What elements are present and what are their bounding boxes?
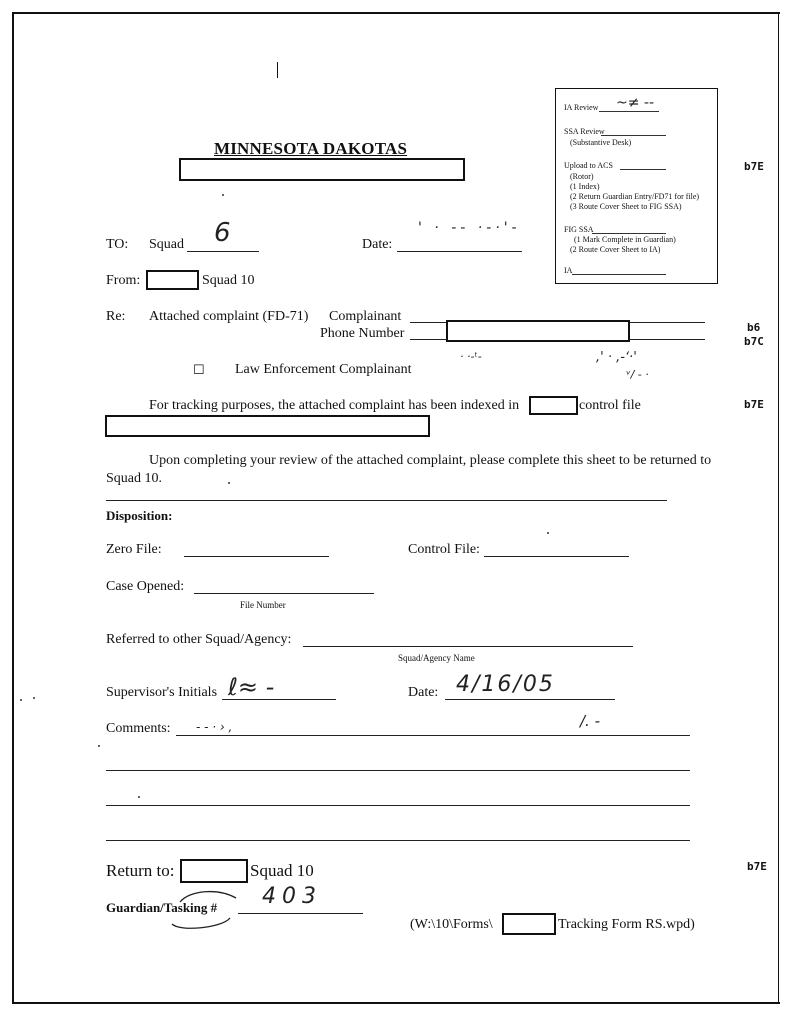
footer-path-prefix: (W:\10\Forms\ xyxy=(410,917,493,932)
date2-label: Date: xyxy=(408,685,439,700)
from-squad: Squad 10 xyxy=(202,273,255,288)
supervisor-signature: ℓ≈ ‑ xyxy=(228,673,275,701)
step-1: (1 Index) xyxy=(570,182,600,191)
zero-file-line[interactable] xyxy=(184,556,329,557)
speck xyxy=(222,194,224,196)
stray-marks: /. ‑ xyxy=(580,712,601,730)
upload-acs-label: Upload to ACS xyxy=(564,161,613,170)
fig-step-1: (1 Mark Complete in Guardian) xyxy=(574,235,676,244)
complainant-label: Complainant xyxy=(329,309,402,324)
footer-path-suffix: Tracking Form RS.wpd) xyxy=(558,917,695,932)
step-2: (2 Return Guardian Entry/FD71 for file) xyxy=(570,192,700,201)
exemption-code: b6 xyxy=(747,321,761,334)
page-border-bottom xyxy=(12,1002,780,1004)
return-squad: Squad 10 xyxy=(250,861,314,880)
review-box xyxy=(555,88,718,284)
fig-step-2: (2 Route Cover Sheet to IA) xyxy=(570,245,661,254)
guardian-tasking-number: 403 xyxy=(262,884,322,909)
ssa-review-label: SSA Review xyxy=(564,127,605,136)
control-file-line[interactable] xyxy=(484,556,629,557)
squad-agency-caption: Squad/Agency Name xyxy=(398,653,475,663)
to-label: TO: xyxy=(106,237,129,252)
page-border-left xyxy=(12,12,14,1002)
redaction-box xyxy=(146,270,199,290)
ssa-review-line xyxy=(601,135,666,136)
redaction-box xyxy=(180,859,248,883)
control-file-text: control file xyxy=(579,398,641,413)
redaction-box xyxy=(529,396,578,415)
redaction-box xyxy=(446,320,630,342)
squad-line xyxy=(187,251,259,252)
upload-acs-line xyxy=(620,169,666,170)
referred-line[interactable] xyxy=(303,646,633,647)
tracking-text: For tracking purposes, the attached complaint has been indexed in xyxy=(149,398,520,413)
disposition-heading: Disposition: xyxy=(106,508,173,523)
ia-review-initials: ~≠ ‑‑ xyxy=(616,95,655,111)
guardian-tasking-label: Guardian/Tasking # xyxy=(106,900,218,915)
comments-label: Comments: xyxy=(106,721,171,736)
fig-ssa-label: FIG SSA xyxy=(564,225,594,234)
phone-number-label: Phone Number xyxy=(320,326,405,341)
zero-file-label: Zero File: xyxy=(106,542,162,557)
speck xyxy=(547,532,549,534)
exemption-code: b7E xyxy=(744,160,764,173)
stray-marks: · ·‑ᵗ‑ xyxy=(460,350,482,363)
speck xyxy=(20,699,22,701)
tick-mark xyxy=(277,62,278,78)
ssa-review-sub: (Substantive Desk) xyxy=(570,138,632,147)
review-instruction-cont: Squad 10. xyxy=(106,471,162,486)
page-border-right xyxy=(778,12,779,1002)
divider-line xyxy=(106,500,667,501)
speck xyxy=(138,796,140,798)
redaction-box xyxy=(502,913,556,935)
supervisor-initials-label: Supervisor's Initials xyxy=(106,685,218,700)
redaction-box xyxy=(179,158,465,181)
step-3: (3 Route Cover Sheet to FIG SSA) xyxy=(570,202,682,211)
ia-review-label: IA Review xyxy=(564,103,599,112)
review-instruction: Upon completing your review of the attached complaint, please complete this sheet to be returned to xyxy=(149,453,712,468)
return-to-label: Return to: xyxy=(106,861,175,880)
comments-line[interactable] xyxy=(176,735,690,736)
file-number-caption: File Number xyxy=(240,600,286,610)
control-file-label: Control File: xyxy=(408,542,480,557)
stray-marks: ‑ ‑ · › ‚ xyxy=(196,720,233,734)
fig-ssa-line xyxy=(592,233,666,234)
stray-marks: ᵛ/ ‑ · xyxy=(626,368,649,381)
re-label: Re: xyxy=(106,309,126,324)
handwritten-circle xyxy=(160,884,250,934)
referred-label: Referred to other Squad/Agency: xyxy=(106,632,292,647)
comments-line[interactable] xyxy=(106,770,690,771)
ia-line xyxy=(572,274,666,275)
case-opened-line[interactable] xyxy=(194,593,374,594)
squad-label: Squad xyxy=(149,237,184,252)
redaction-box xyxy=(105,415,430,437)
date-line xyxy=(397,251,522,252)
date-handwriting: ' · ‑‑ ·‑·'‑ xyxy=(418,220,521,236)
ia-review-line xyxy=(599,111,659,112)
comments-line[interactable] xyxy=(106,805,690,806)
comments-line[interactable] xyxy=(106,840,690,841)
page-title: MINNESOTA DAKOTAS xyxy=(214,139,408,158)
law-enforcement-label: Law Enforcement Complainant xyxy=(235,362,412,377)
date2-handwritten: 4/16/05 xyxy=(456,672,555,697)
attached-complaint-label: Attached complaint (FD-71) xyxy=(149,309,309,324)
exemption-code: b7E xyxy=(744,398,764,411)
case-opened-label: Case Opened: xyxy=(106,579,185,594)
speck xyxy=(33,697,35,699)
from-label: From: xyxy=(106,273,141,288)
date2-line[interactable] xyxy=(445,699,615,700)
rotor-label: (Rotor) xyxy=(570,172,594,181)
guardian-tasking-line[interactable] xyxy=(238,913,363,914)
stray-marks: ,' · ,‑ʻ·' xyxy=(596,350,637,365)
page-border-top xyxy=(12,12,780,14)
ia-label: IA xyxy=(564,266,573,275)
speck xyxy=(228,482,230,484)
law-enforcement-checkbox[interactable]: ☐ xyxy=(193,362,205,377)
squad-number-handwritten: 6 xyxy=(214,218,231,248)
exemption-code: b7C xyxy=(744,335,764,348)
exemption-code: b7E xyxy=(747,860,767,873)
speck xyxy=(98,745,100,747)
date-label: Date: xyxy=(362,237,393,252)
